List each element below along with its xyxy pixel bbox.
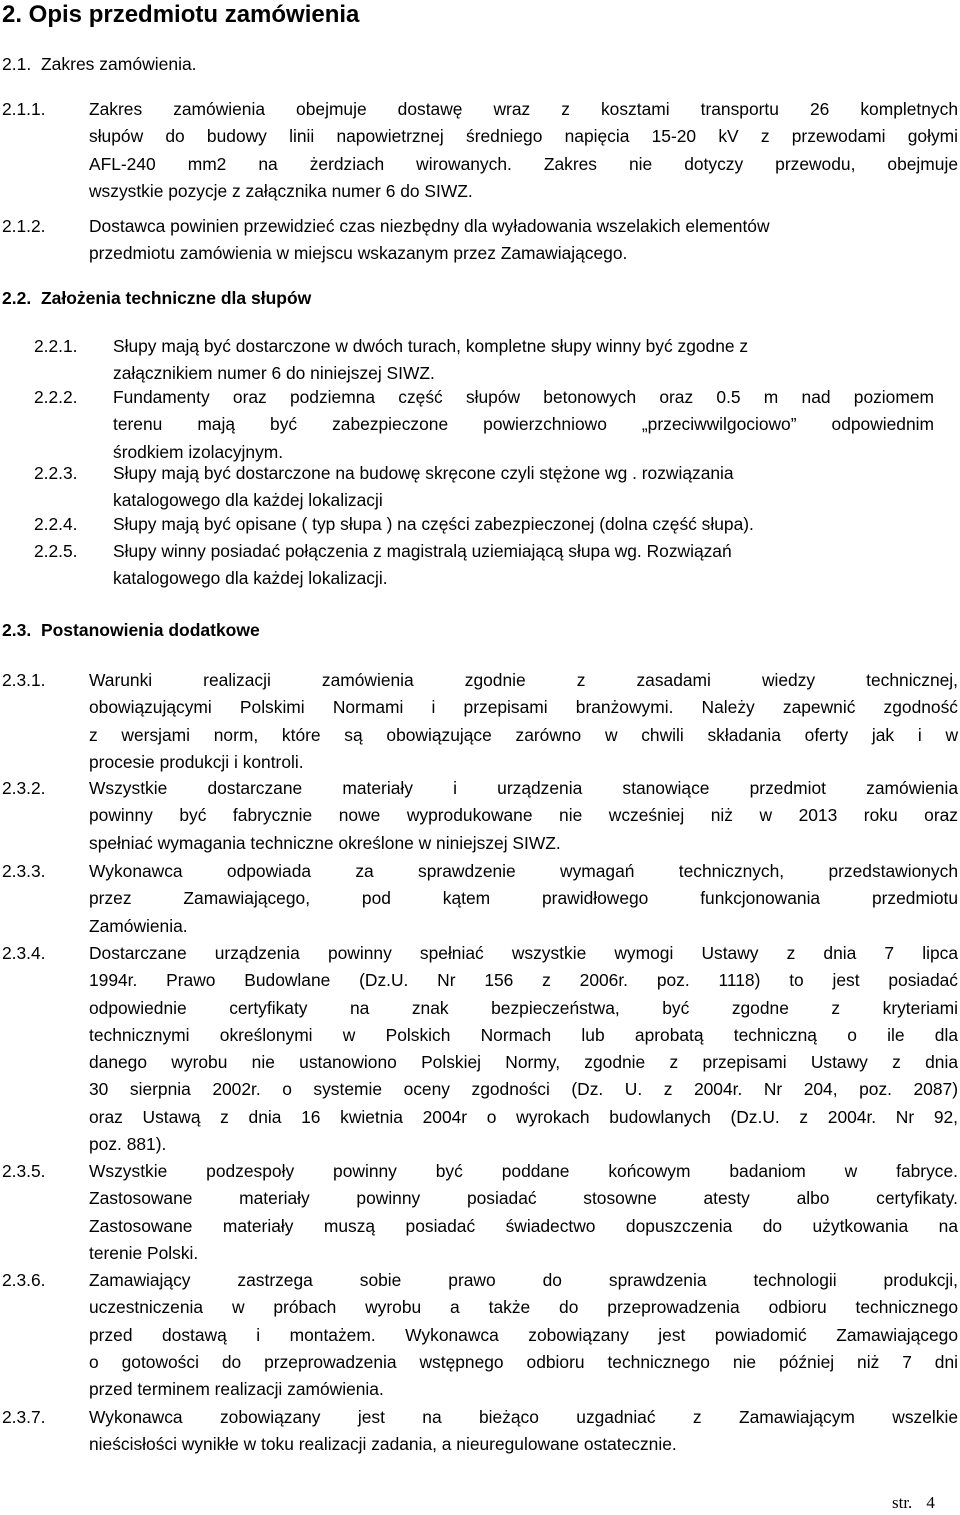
page-number-footer [892,1493,935,1513]
item-line: przedmiotu zamówienia w miejscu wskazanym przez Zamawiającego. [89,243,628,264]
section-number: 2.2. [2,288,32,308]
item-line: uczestniczenia w próbach wyrobu a także do przeprowadzenia odbioru technicznego [89,1297,958,1318]
item-line: Warunki realizacji zamówienia zgodnie z zasadami wiedzy technicznej, [89,670,958,690]
item-line: nieścisłości wynikłe w toku realizacji zadania, a nieuregulowane ostatecznie. [89,1434,677,1455]
item-line: załącznikiem numer 6 do niniejszej SIWZ. [113,363,435,384]
item-line: przed dostawą i montażem. Wykonawca zobowiązany jest powiadomić Zamawiającego [89,1324,958,1345]
item-line: Słupy mają być dostarczone na budowę skręcone czyli stężone wg . rozwiązania [113,463,734,483]
item-number: 2.3.6. [2,1270,46,1290]
item-line: Zamówienia. [89,915,188,936]
item-line: oraz Ustawą z dnia 16 kwietnia 2004r o wyrokach budowlanych (Dz.U. z 2004r. Nr 92, [89,1106,958,1127]
item-line: Słupy mają być opisane ( typ słupa ) na części zabezpieczonej (dolna część słupa). [113,514,754,534]
item-line: procesie produkcji i kontroli. [89,751,304,772]
item-line: AFL-240 mm2 na żerdziach wirowanych. Zakres nie dotyczy przewodu, obejmuje [89,153,958,174]
item-number: 2.2.4. [34,514,78,534]
item-line: katalogowego dla każdej lokalizacji [113,490,383,511]
item-line: przez Zamawiającego, pod kątem prawidłowego funkcjonowania przedmiotu [89,888,958,909]
item-line: obowiązującymi Polskimi Normami i przepisami branżowymi. Należy zapewnić zgodność [89,697,958,718]
item-number: 2.2.3. [34,463,78,483]
item-line: przed terminem realizacji zamówienia. [89,1379,384,1400]
section-title: Postanowienia dodatkowe [40,620,260,640]
item-number: 2.1.2. [2,216,46,236]
item-line: 1994r. Prawo Budowlane (Dz.U. Nr 156 z 2006r. poz. 1118) to jest posiadać [89,970,958,991]
item-number: 2.2.5. [34,541,78,561]
item-line: Wszystkie podzespoły powinny być poddane końcowym badaniom w fabryce. [89,1161,958,1181]
item-number: 2.2.1. [34,336,78,356]
item-line: Wykonawca zobowiązany jest na bieżąco uzgadniać z Zamawiającym wszelkie [89,1407,958,1427]
page-title: 2. Opis przedmiotu zamówienia [2,1,360,28]
item-line: środkiem izolacyjnym. [113,441,284,462]
item-number: 2.3.1. [2,670,46,690]
item-line: z wersjami norm, które są obowiązujące zarówno w chwili składania oferty jak i w [89,724,958,745]
item-number: 2.2.2. [34,387,78,407]
section-heading-2-3 [2,618,260,642]
item-line: danego wyrobu nie ustanowiono Polskiej Normy, zgodnie z przepisami Ustawy z dnia [89,1052,958,1073]
item-line: technicznymi określonymi w Polskich Normach lub aprobatą techniczną o ile dla [89,1024,958,1045]
item-line: o gotowości do przeprowadzenia wstępnego odbioru technicznego nie później niż 7 dni [89,1351,958,1372]
item-line: Zastosowane materiały powinny posiadać stosowne atesty albo certyfikaty. [89,1188,958,1209]
item-line: Wykonawca odpowiada za sprawdzenie wymagań technicznych, przedstawionych [89,861,958,881]
item-line: Zastosowane materiały muszą posiadać świadectwo dopuszczenia do użytkowania na [89,1215,958,1236]
section-number: 2.1. [2,54,32,74]
item-line: słupów do budowy linii napowietrznej średniego napięcia 15-20 kV z przewodami gołymi [89,126,958,147]
item-line: powinny być fabrycznie nowe wyprodukowane nie wcześniej niż w 2013 roku oraz [89,805,958,826]
item-number: 2.3.5. [2,1161,46,1181]
item-line: katalogowego dla każdej lokalizacji. [113,568,388,589]
item-number: 2.3.4. [2,943,46,963]
item-number: 2.3.3. [2,861,46,881]
item-line: Dostarczane urządzenia powinny spełniać wszystkie wymogi Ustawy z dnia 7 lipca [89,943,958,963]
item-line: wszystkie pozycje z załącznika numer 6 do SIWZ. [89,180,473,201]
item-line: terenie Polski. [89,1242,199,1263]
section-title: Założenia techniczne dla słupów [40,288,312,308]
page-number: 4 [926,1493,935,1512]
item-line: poz. 881). [89,1134,167,1155]
item-line: terenu mają być zabezpieczone powierzchniowo „przeciwwilgociowo” odpowiednim [113,414,934,435]
section-title: Zakres zamówienia. [40,54,197,74]
item-line: Zamawiający zastrzega sobie prawo do sprawdzenia technologii produkcji, [89,1270,958,1290]
item-line: spełniać wymagania techniczne określone w niniejszej SIWZ. [89,832,561,853]
section-number: 2.3. [2,620,32,640]
page-number-label: str. [892,1493,913,1512]
item-number: 2.3.2. [2,778,46,798]
section-heading-2-2 [2,286,311,310]
item-line: 30 sierpnia 2002r. o systemie oceny zgodności (Dz. U. z 2004r. Nr 204, poz. 2087) [89,1079,958,1100]
item-line: Zakres zamówienia obejmuje dostawę wraz z kosztami transportu 26 kompletnych [89,99,958,119]
item-line: odpowiednie certyfikaty na znak bezpieczeństwa, być zgodne z kryteriami [89,997,958,1018]
item-line: Fundamenty oraz podziemna część słupów betonowych oraz 0.5 m nad poziomem [113,387,934,407]
item-line: Dostawca powinien przewidzieć czas niezbędny dla wyładowania wszelakich elementów [89,216,770,236]
item-number: 2.3.7. [2,1407,46,1427]
item-number: 2.1.1. [2,99,46,119]
item-line: Wszystkie dostarczane materiały i urządzenia stanowiące przedmiot zamówienia [89,778,958,798]
section-heading-2-1 [2,52,197,76]
item-line: Słupy mają być dostarczone w dwóch turach, kompletne słupy winny być zgodne z [113,336,749,356]
item-line: Słupy winny posiadać połączenia z magistralą uziemiającą słupa wg. Rozwiązań [113,541,732,561]
